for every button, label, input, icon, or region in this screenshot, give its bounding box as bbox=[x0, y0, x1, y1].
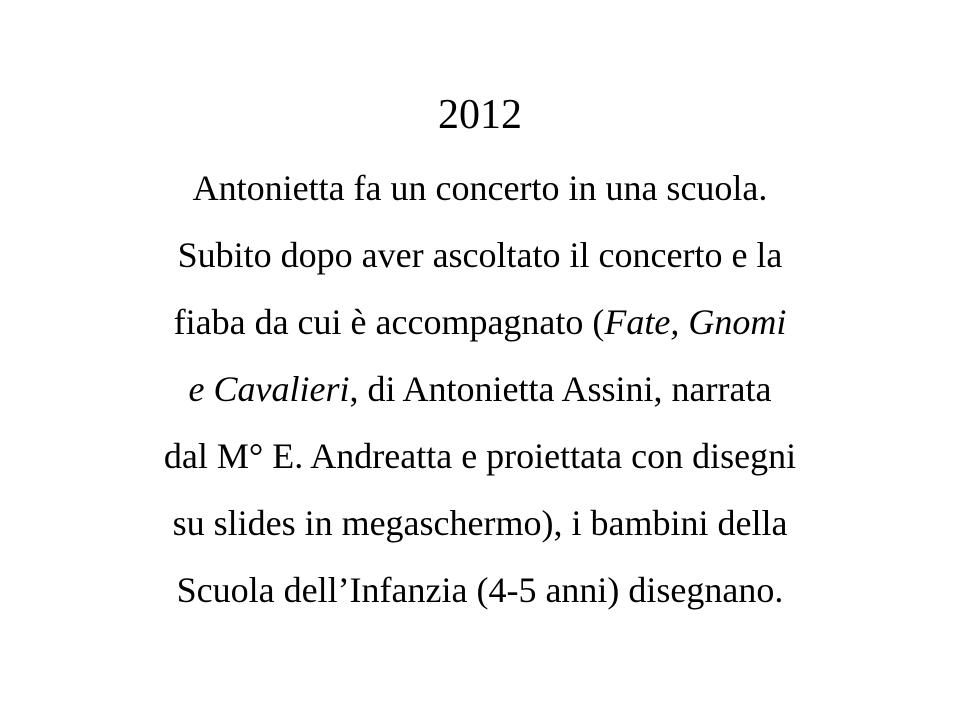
text-run: Scuola dell’Infanzia (4-5 anni) disegnano. bbox=[176, 570, 784, 610]
italic-title-run: Fate, Gnomi bbox=[604, 302, 787, 342]
italic-title-run: e Cavalieri bbox=[188, 369, 350, 409]
text-run: , di Antonietta Assini, narrata bbox=[349, 369, 772, 409]
text-line-4 bbox=[0, 367, 960, 411]
text-run: dal M° E. Andreatta e proiettata con disegni bbox=[163, 436, 797, 476]
text-run: fiaba da cui è accompagnato ( bbox=[173, 302, 605, 342]
slide-year-heading: 2012 bbox=[438, 92, 522, 138]
text-line-2 bbox=[0, 233, 960, 277]
text-line-1 bbox=[0, 166, 960, 210]
text-line-7 bbox=[0, 568, 960, 612]
text-run: Subito dopo aver ascoltato il concerto e la bbox=[177, 235, 783, 275]
text-line-6 bbox=[0, 501, 960, 545]
text-line-3 bbox=[0, 300, 960, 344]
text-run: su slides in megaschermo), i bambini della bbox=[172, 503, 788, 543]
text-run: Antonietta fa un concerto in una scuola. bbox=[192, 168, 768, 208]
text-line-5 bbox=[0, 434, 960, 478]
